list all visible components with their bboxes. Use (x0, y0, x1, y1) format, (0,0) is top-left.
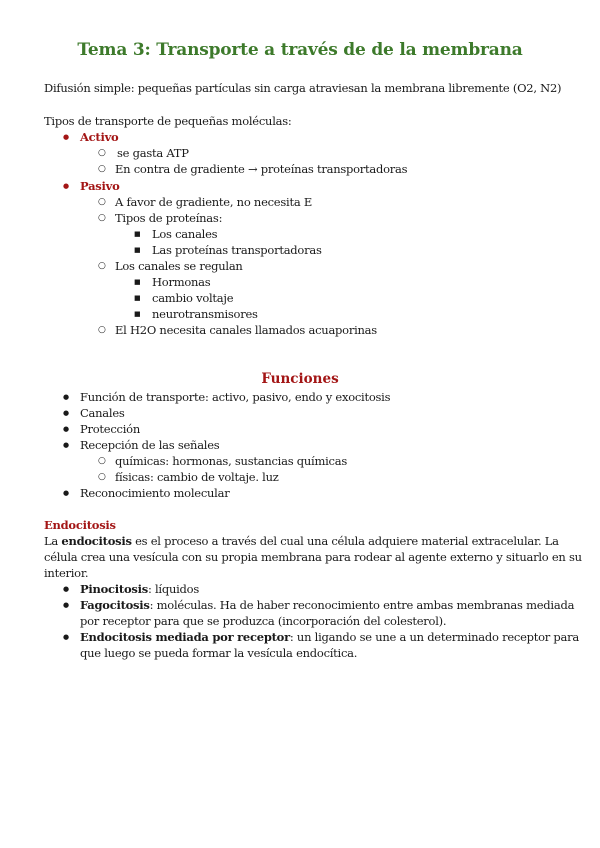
bullet-circle-icon (98, 453, 106, 469)
page-title: Tema 3: Transporte a través de de la membrana (77, 40, 523, 60)
pinocitosis-item (80, 581, 199, 597)
text-run: : líquidos (147, 582, 199, 596)
bullet-square-icon (134, 290, 141, 306)
bullet-circle-icon (98, 322, 106, 338)
bullet-circle-icon (98, 161, 106, 177)
funcion-item-3: Protección (80, 422, 140, 436)
regulan-item-3: neurotransmisores (152, 307, 258, 321)
text-run: : moléculas. Ha de haber reconocimiento entre ambas membranas mediada (149, 598, 575, 612)
endocitosis-paragraph-line-3: interior. (44, 566, 89, 580)
bullet-circle-icon (98, 210, 106, 226)
bullet-square-icon (134, 242, 141, 258)
bullet-disc-icon (63, 178, 69, 194)
activo-item-1: se gasta ATP (117, 146, 189, 160)
pasivo-item-1: A favor de gradiente, no necesita E (115, 195, 312, 209)
pasivo-item-4: El H2O necesita canales llamados acuaporinas (115, 323, 377, 337)
proteina-item-2: Las proteínas transportadoras (152, 243, 322, 257)
bullet-square-icon (134, 274, 141, 290)
bullet-disc-icon (63, 629, 69, 645)
bullet-disc-icon (63, 597, 69, 613)
text-run-bold: Pinocitosis (80, 582, 148, 596)
receptor-item-line-2: que luego se pueda formar la vesícula endocítica. (80, 646, 358, 660)
pasivo-label: Pasivo (80, 179, 120, 193)
bullet-circle-icon (98, 469, 106, 485)
fagocitosis-item (80, 597, 574, 613)
bullet-square-icon (134, 306, 141, 322)
bullet-disc-icon (63, 405, 69, 421)
bullet-square-icon (134, 226, 141, 242)
bullet-disc-icon (63, 581, 69, 597)
activo-item-2: En contra de gradiente → proteínas transportadoras (115, 162, 408, 176)
bullet-disc-icon (63, 421, 69, 437)
bullet-disc-icon (63, 129, 69, 145)
fagocitosis-item-line-2: por receptor para que se produzca (incorporación del colesterol). (80, 614, 447, 628)
intro-text: Difusión simple: pequeñas partículas sin carga atraviesan la membrana libremente (O2, N2) (44, 81, 562, 95)
text-run: es el proceso a través del cual una célula adquiere material extracelular. La (131, 534, 559, 548)
bullet-disc-icon (63, 437, 69, 453)
pasivo-item-2: Tipos de proteínas: (115, 211, 223, 225)
funcion-item-4: Recepción de las señales (80, 438, 220, 452)
endocitosis-heading: Endocitosis (44, 518, 116, 532)
senal-item-2: físicas: cambio de voltaje. luz (115, 470, 279, 484)
bullet-disc-icon (63, 485, 69, 501)
receptor-item (80, 629, 579, 645)
bullet-circle-icon (98, 194, 106, 210)
funcion-item-5: Reconocimiento molecular (80, 486, 230, 500)
text-run: : un ligando se une a un determinado receptor para (289, 630, 580, 644)
funciones-heading: Funciones (261, 371, 339, 387)
bullet-circle-icon (98, 145, 106, 161)
funcion-item-2: Canales (80, 406, 125, 420)
pasivo-item-3: Los canales se regulan (115, 259, 243, 273)
bullet-circle-icon (98, 258, 106, 274)
endocitosis-paragraph-line-1 (44, 533, 559, 549)
endocitosis-paragraph-line-2: célula crea una vesícula con su propia membrana para rodear al agente externo y situarlo en su (44, 550, 582, 564)
funcion-item-1: Función de transporte: activo, pasivo, endo y exocitosis (80, 390, 391, 404)
bullet-disc-icon (63, 389, 69, 405)
regulan-item-2: cambio voltaje (152, 291, 234, 305)
proteina-item-1: Los canales (152, 227, 218, 241)
activo-label: Activo (80, 130, 119, 144)
tipos-heading: Tipos de transporte de pequeñas moléculas: (44, 114, 292, 128)
text-run: La (44, 534, 62, 548)
text-run-bold: Fagocitosis (80, 598, 150, 612)
senal-item-1: químicas: hormonas, sustancias químicas (115, 454, 347, 468)
text-run-bold: Endocitosis mediada por receptor (80, 630, 290, 644)
regulan-item-1: Hormonas (152, 275, 211, 289)
text-run-bold: endocitosis (61, 534, 132, 548)
